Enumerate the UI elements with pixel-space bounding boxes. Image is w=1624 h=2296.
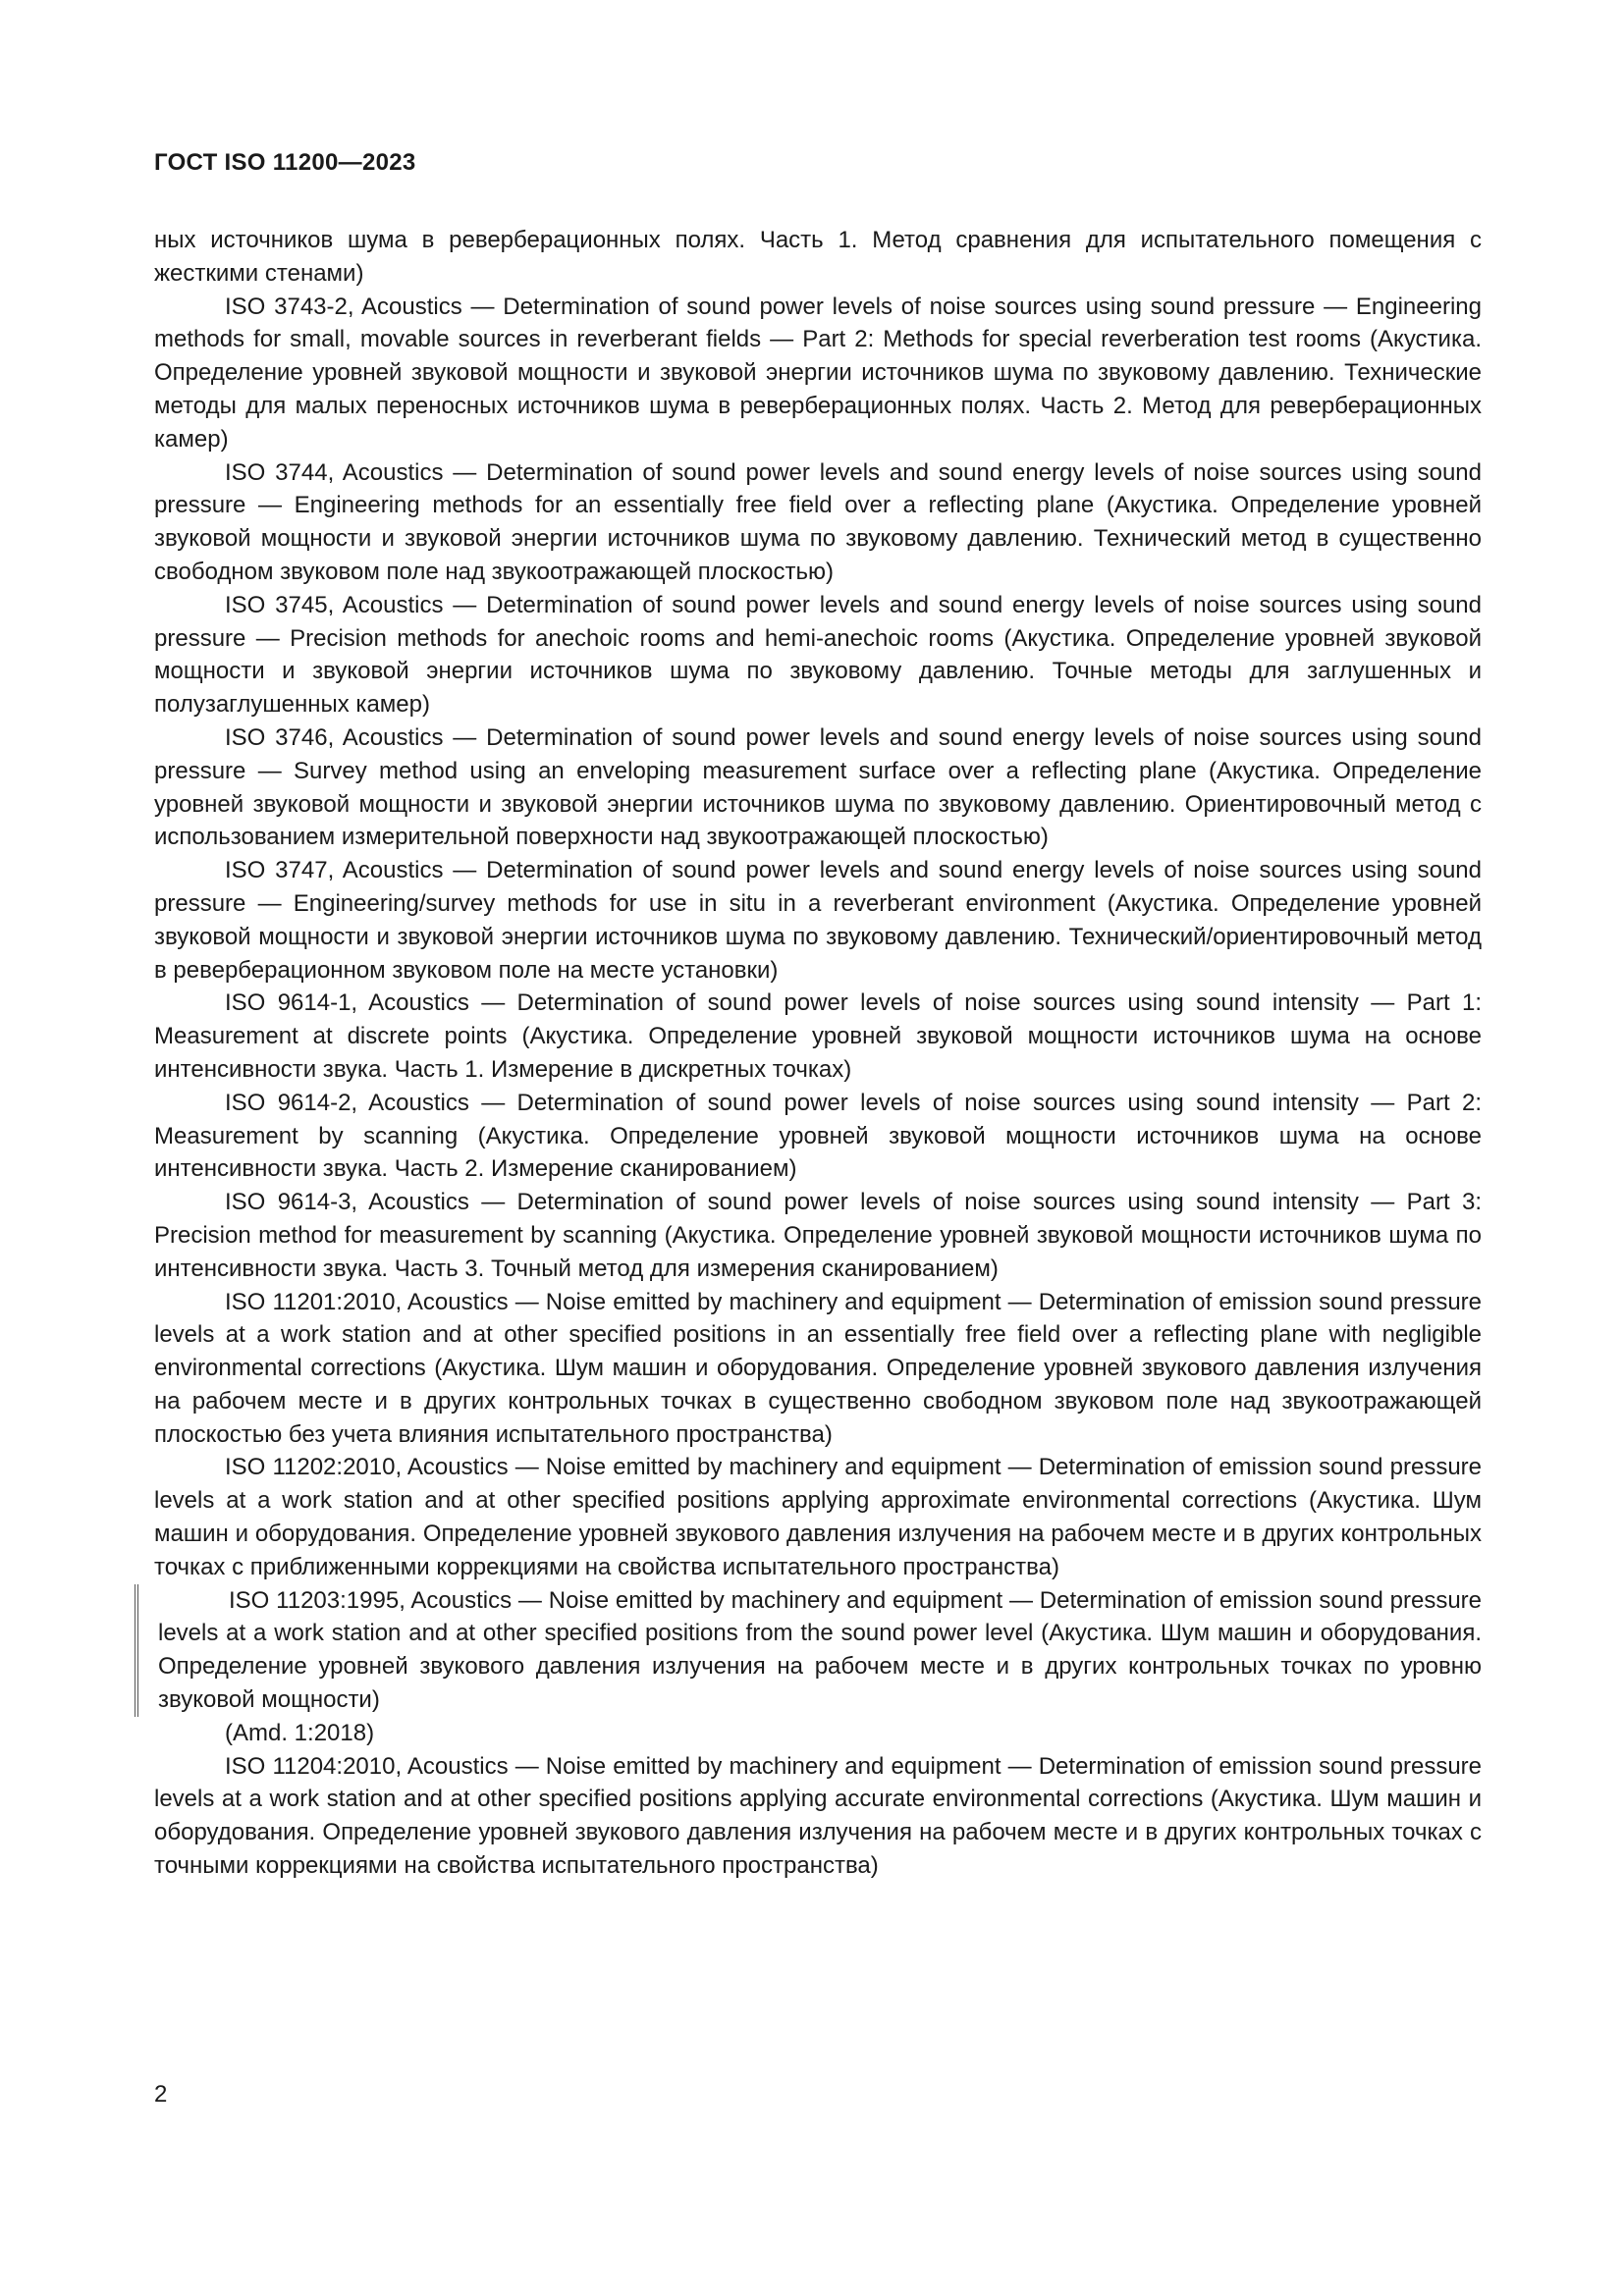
reference-iso-3745: ISO 3745, Acoustics — Determination of sound power levels and sound energy levels of noise sources using sound pressure — Precision methods for anechoic rooms and hemi-anechoic rooms (Акустика. Определение уровней звуковой мощности и звуковой энергии источников шума по звуковому давлению. Точные методы для заглушенных и полузаглушенных камер) — [154, 591, 1482, 719]
reference-iso-9614-1: ISO 9614-1, Acoustics — Determination of sound power levels of noise sources using sound intensity — Part 1: Measurement at discrete points (Акустика. Определение уровней звуковой мощности источников шума на основе интенсивности звука. Часть 1. Измерение в дискретных точках) — [154, 989, 1482, 1083]
reference-iso-11204: ISO 11204:2010, Acoustics — Noise emitted by machinery and equipment — Determination of emission sound pressure levels at a work station and at other specified positions applying accurate environmental corrections (Акустика. Шум машин и оборудования. Определение уровней звукового давления излучения на рабочем месте и в других контрольных точках с точными коррекциями на свойства испытательного пространства) — [154, 1752, 1482, 1880]
reference-iso-9614-2: ISO 9614-2, Acoustics — Determination of sound power levels of noise sources using sound intensity — Part 2: Measurement by scanning (Акустика. Определение уровней звуковой мощности источников шума на основе интенсивности звука. Часть 2. Измерение сканированием) — [154, 1089, 1482, 1183]
standard-header: ГОСТ ISO 11200—2023 — [154, 149, 416, 176]
reference-iso-3744: ISO 3744, Acoustics — Determination of sound power levels and sound energy levels of noise sources using sound pressure — Engineering methods for an essentially free field over a reflecting plane (Акустика. Определение уровней звуковой мощности и звуковой энергии источников шума по звуковому давлению. Технический метод в существенно свободном звуковом поле над звукоотражающей плоскостью) — [154, 458, 1482, 585]
reference-iso-11201: ISO 11201:2010, Acoustics — Noise emitted by machinery and equipment — Determination of emission sound pressure levels at a work station and at other specified positions in an essentially free field over a reflecting plane with negligible environmental corrections (Акустика. Шум машин и оборудования. Определение уровней звукового давления излучения на рабочем месте и в других контрольных точках в существенно свободном звуковом поле над звукоотражающей плоскостью без учета влияния испытательного пространства) — [154, 1288, 1482, 1448]
paragraph-continuation: ных источников шума в реверберационных полях. Часть 1. Метод сравнения для испытательного помещения с жесткими стенами) — [154, 227, 1482, 287]
reference-iso-3747: ISO 3747, Acoustics — Determination of sound power levels and sound energy levels of noise sources using sound pressure — Engineering/survey methods for use in situ in a reverberant environment (Акустика. Определение уровней звуковой мощности и звуковой энергии источников шума по звуковому давлению. Технический/ориентировочный метод в реверберационном звуковом поле на месте установки) — [154, 857, 1482, 984]
reference-iso-11203-amended: ISO 11203:1995, Acoustics — Noise emitted by machinery and equipment — Determination of emission sound pressure levels at a work station and at other specified positions from the sound power level (Акустика. Шум машин и оборудования. Определение уровней звукового давления излучения на рабочем месте и в других контрольных точках по уровню звуковой мощности) — [135, 1584, 1482, 1717]
reference-iso-3743-2: ISO 3743-2, Acoustics — Determination of sound power levels of noise sources using sound pressure — Engineering methods for small, movable sources in reverberant fields — Part 2: Methods for special reverberation test rooms (Акустика. Определение уровней звуковой мощности и звуковой энергии источников шума по звуковому давлению. Технические методы для малых переносных источников шума в реверберационных полях. Часть 2. Метод для реверберационных камер) — [154, 293, 1482, 453]
page-number: 2 — [154, 2081, 168, 2108]
reference-iso-11202: ISO 11202:2010, Acoustics — Noise emitted by machinery and equipment — Determination of emission sound pressure levels at a work station and at other specified positions applying approximate environmental corrections (Акустика. Шум машин и оборудования. Определение уровней звукового давления излучения на рабочем месте и в других контрольных точках с приближенными коррекциями на свойства испытательного пространства) — [154, 1454, 1482, 1580]
reference-iso-9614-3: ISO 9614-3, Acoustics — Determination of sound power levels of noise sources using sound intensity — Part 3: Precision method for measurement by scanning (Акустика. Определение уровней звуковой мощности источников шума по интенсивности звука. Часть 3. Точный метод для измерения сканированием) — [154, 1189, 1482, 1282]
normative-references-body — [154, 224, 1482, 1883]
amendment-note: (Amd. 1:2018) — [225, 1719, 375, 1746]
reference-iso-3746: ISO 3746, Acoustics — Determination of sound power levels and sound energy levels of noise sources using sound pressure — Survey method using an enveloping measurement surface over a reflecting plane (Акустика. Определение уровней звуковой мощности и звуковой энергии источников шума по звуковому давлению. Ориентировочный метод с использованием измерительной поверхности над звукоотражающей плоскостью) — [154, 723, 1482, 851]
